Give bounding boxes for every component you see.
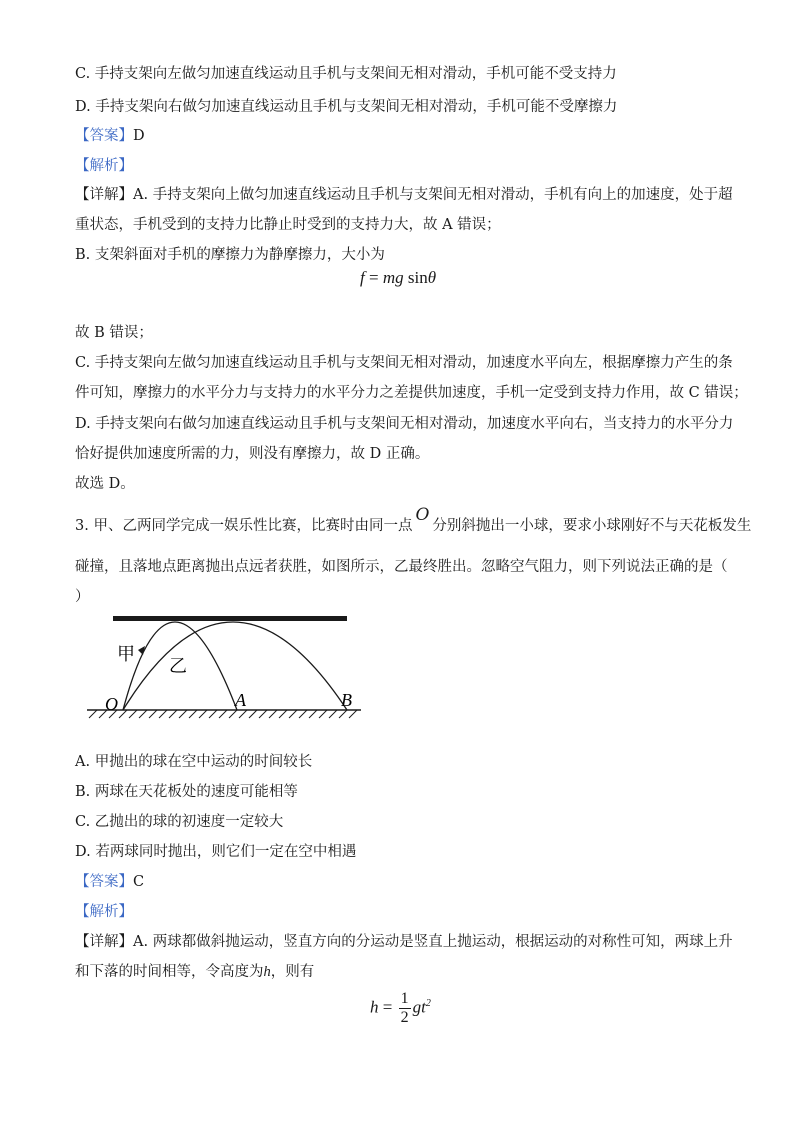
detail-1-d: D. 手持支架向右做匀加速直线运动且手机与支架间无相对滑动，加速度水平向右，当支持力的水平分力	[75, 416, 734, 432]
detail-text: 和下落的时间相等，令高度为	[75, 964, 264, 980]
answer-1	[75, 124, 145, 145]
eq-h: h	[370, 997, 379, 1017]
eq-f: f	[360, 268, 365, 287]
eq-mg: mg	[382, 268, 404, 287]
ground-hatching	[89, 710, 357, 718]
detail-2-a2	[75, 960, 314, 981]
height-equation	[370, 990, 431, 1027]
detail-text: A. 手持支架向上做匀加速直线运动且手机与支架间无相对滑动，手机有向上的加速度，处于超	[133, 187, 733, 203]
detail-1-a2: 重状态，手机受到的支持力比静止时受到的支持力大，故 A 错误；	[75, 217, 501, 233]
label-yi: 乙	[169, 656, 187, 676]
ceiling-bar	[113, 616, 347, 621]
eq-exponent: 2	[425, 997, 431, 1009]
option-d-line: D. 手持支架向右做匀加速直线运动且手机与支架间无相对滑动，手机可能不受摩擦力	[75, 99, 618, 115]
detail-text-end: ，则有	[270, 964, 315, 980]
detail-text: A. 两球都做斜抛运动，竖直方向的分运动是竖直上抛运动，根据运动的对称性可知，两球上升	[133, 934, 733, 950]
q3-text-a: 3. 甲、乙两同学完成一娱乐性比赛，比赛时由同一点	[75, 518, 413, 534]
detail-1-b: B. 支架斜面对手机的摩擦力为静摩擦力，大小为	[75, 247, 385, 263]
eq-gt: gt	[412, 997, 426, 1017]
eq-theta: θ	[427, 268, 437, 287]
option-d: D. 若两球同时抛出，则它们一定在空中相遇	[75, 844, 357, 860]
question-3-line-3: ）	[75, 589, 90, 605]
eq-equals: =	[368, 268, 379, 287]
answer-2	[75, 870, 144, 891]
label-a: A	[235, 690, 246, 710]
height-symbol: h	[263, 964, 271, 980]
detail-1-d2: 恰好提供加速度所需的力，则没有摩擦力，故 D 正确。	[75, 446, 430, 462]
option-c-line: C. 手持支架向左做匀加速直线运动且手机与支架间无相对滑动，手机可能不受支持力	[75, 66, 617, 82]
option-a: A. 甲抛出的球在空中运动的时间较长	[75, 754, 313, 770]
answer-tag: 【答案】	[75, 874, 133, 890]
analysis-2	[75, 900, 133, 921]
label-jia: 甲	[117, 644, 135, 664]
question-3-line-1	[75, 505, 752, 535]
eq-equals: =	[382, 997, 393, 1017]
q3-point: O	[415, 505, 430, 525]
option-b: B. 两球在天花板处的速度可能相等	[75, 784, 298, 800]
answer-value: C	[133, 874, 145, 890]
detail-1-c2: 件可知，摩擦力的水平分力与支持力的水平分力之差提供加速度，手机一定受到支持力作用，故 C 错误；	[75, 385, 748, 401]
fraction-denominator: 2	[400, 1009, 409, 1026]
answer-tag: 【答案】	[75, 128, 133, 144]
detail-1-b2: 故 B 错误；	[75, 325, 153, 341]
detail-tag: 【详解】	[75, 934, 133, 950]
friction-equation	[360, 268, 436, 288]
projectile-figure	[85, 610, 375, 720]
fraction	[399, 990, 411, 1027]
choose-1: 故选 D。	[75, 476, 135, 492]
analysis-1	[75, 154, 133, 175]
fraction-numerator: 1	[400, 990, 409, 1007]
detail-1-a	[75, 183, 733, 204]
detail-1-c: C. 手持支架向左做匀加速直线运动且手机与支架间无相对滑动，加速度水平向左，根据摩擦力产生的条	[75, 355, 733, 371]
analysis-tag: 【解析】	[75, 904, 133, 920]
eq-sin: sin	[407, 268, 428, 287]
detail-tag: 【详解】	[75, 187, 133, 203]
analysis-tag: 【解析】	[75, 158, 133, 174]
label-o: O	[105, 694, 118, 714]
label-b: B	[341, 690, 352, 710]
detail-2-a	[75, 930, 733, 951]
answer-value: D	[133, 128, 145, 144]
question-3-line-2: 碰撞，且落地点距离抛出点远者获胜，如图所示，乙最终胜出。忽略空气阻力，则下列说法正确的是（	[75, 559, 728, 575]
arrow-jia-icon	[138, 646, 145, 655]
q3-text-b: 分别斜抛出一小球，要求小球刚好不与天花板发生	[432, 518, 752, 534]
option-c: C. 乙抛出的球的初速度一定较大	[75, 814, 284, 830]
